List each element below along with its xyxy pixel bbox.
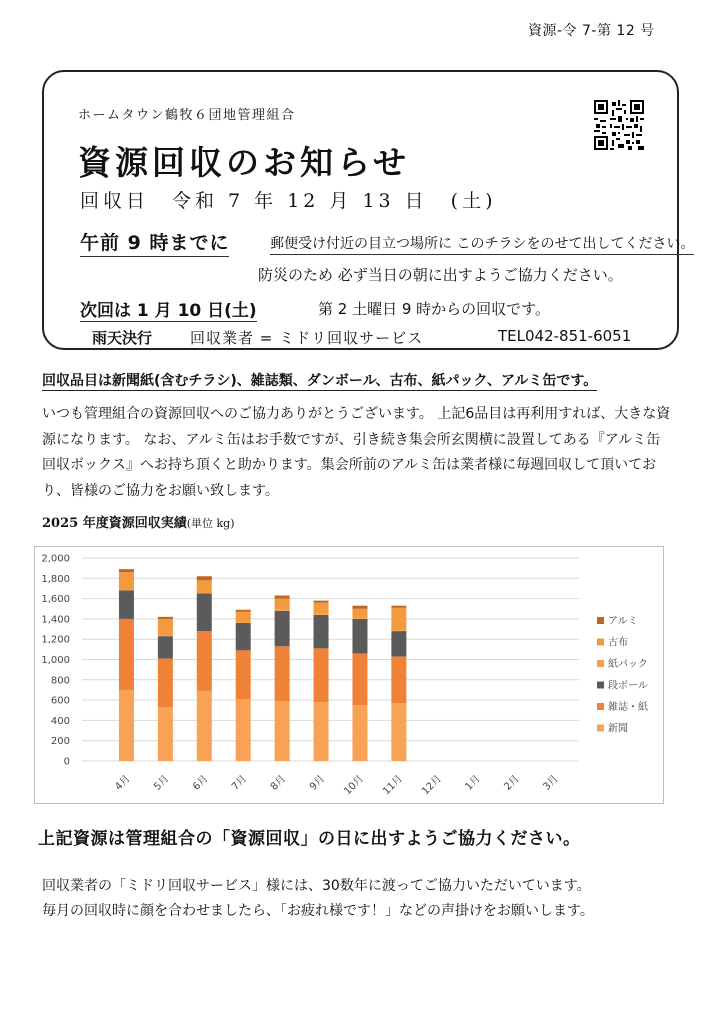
bar-segment: [314, 614, 329, 615]
bar-segment: [391, 631, 406, 656]
y-tick-label: 2,000: [41, 553, 70, 565]
collection-date: 回収日 令和 7 年 12 月 13 日 (土): [80, 190, 497, 212]
bar-segment: [119, 589, 134, 590]
x-tick-label: 9月: [307, 773, 328, 793]
bar-segment: [119, 590, 134, 618]
y-tick-label: 1,800: [41, 573, 70, 585]
bar-segment: [197, 691, 212, 761]
bar-segment: [236, 623, 251, 650]
y-tick-label: 800: [50, 675, 70, 687]
bar-segment: [275, 596, 290, 599]
bar-segment: [275, 646, 290, 701]
bar-segment: [158, 619, 173, 635]
bar-segment: [275, 701, 290, 761]
disaster-notice: 防災のため 必ず当日の朝に出すようご協力ください。: [258, 266, 623, 284]
page-title: 資源回収のお知らせ: [78, 143, 411, 182]
y-tick-label: 400: [50, 715, 70, 727]
x-tick-label: 3月: [541, 773, 561, 793]
bar-segment: [275, 611, 290, 647]
next-collection-description: 第 2 土曜日 9 時からの回収です。: [318, 300, 550, 318]
y-tick-label: 1,600: [41, 594, 70, 606]
collector-phone: TEL042-851-6051: [498, 327, 632, 345]
bar-segment: [158, 707, 173, 761]
bar-segment: [119, 569, 134, 572]
legend-label: 雑誌・紙: [608, 702, 648, 713]
bar-segment: [275, 599, 290, 610]
organization-name: ホームタウン鶴牧６団地管理組合: [78, 108, 296, 123]
x-tick-label: 6月: [191, 773, 211, 793]
bar-segment: [197, 593, 212, 594]
legend-label: 紙パック: [608, 659, 648, 670]
bar-segment: [158, 636, 173, 658]
thanks-line-2: 毎月の回収時に顔を合わせましたら、「お疲れ様です！」などの声掛けをお願いします。: [42, 903, 594, 919]
x-tick-label: 2月: [502, 773, 522, 793]
body-paragraph: いつも管理組合の資源回収へのご協力ありがとうございます。 上記6品目は再利用すれば、大きな資源になります。 なお、アルミ缶はお手数ですが、引き続き集会所玄関横に設置してある『アルミ缶回収ボックス』へお持ち頂くと助かります。集会所前のアルミ缶は業者様に毎週回収して頂いており、皆様のご協力をお願い致します。: [42, 406, 671, 499]
legend-swatch: [597, 660, 604, 667]
x-tick-label: 7月: [229, 773, 250, 793]
bar-segment: [197, 631, 212, 691]
x-tick-label: 11月: [381, 773, 405, 798]
bar-segment: [352, 618, 367, 619]
bar-segment: [391, 656, 406, 703]
bar-segment: [391, 703, 406, 761]
y-tick-label: 1,200: [41, 634, 70, 646]
bar-segment: [236, 699, 251, 761]
bar-segment: [314, 615, 329, 648]
next-collection-date: 次回は 1 月 10 日(土): [80, 296, 257, 322]
bar-segment: [352, 609, 367, 618]
y-tick-label: 600: [50, 695, 70, 707]
bar-segment: [158, 635, 173, 636]
legend-label: 段ボール: [608, 680, 648, 692]
x-tick-label: 1月: [463, 773, 483, 793]
bar-segment: [275, 610, 290, 611]
bar-segment: [314, 648, 329, 702]
deadline-text: 午前 9 時までに: [80, 228, 229, 257]
bar-segment: [391, 630, 406, 631]
y-tick-label: 200: [50, 736, 70, 748]
bar-segment: [314, 702, 329, 761]
bar-segment: [314, 601, 329, 603]
legend-label: 古布: [608, 637, 628, 649]
bar-segment: [119, 572, 134, 589]
legend-swatch: [597, 639, 604, 646]
bar-segment: [119, 619, 134, 690]
recycling-bar-chart: [34, 546, 664, 804]
y-tick-label: 1,000: [41, 655, 70, 666]
collector-name: 回収業者 = ミドリ回収サービス: [190, 329, 424, 347]
legend-swatch: [597, 682, 604, 689]
bar-segment: [314, 603, 329, 614]
qr-code-icon[interactable]: [594, 100, 644, 150]
bar-segment: [158, 658, 173, 707]
legend-label: アルミ: [608, 616, 638, 627]
bar-segment: [158, 617, 173, 619]
document-code: 資源-令 7-第 12 号: [528, 23, 655, 39]
legend-label: 新聞: [608, 723, 628, 735]
bar-segment: [391, 606, 406, 608]
bar-segment: [119, 690, 134, 761]
y-tick-label: 1,400: [41, 614, 70, 626]
chart-unit: (単位 kg): [186, 517, 235, 530]
collection-items: 回収品目は新聞紙(含むチラシ)、雑誌類、ダンボール、古布、紙パック、アルミ缶です。: [42, 370, 597, 391]
bar-segment: [352, 619, 367, 654]
thanks-line-1: 回収業者の「ミドリ回収サービス」様には、30数年に渡ってご協力いただいています。: [42, 878, 591, 894]
bar-segment: [352, 606, 367, 609]
x-tick-label: 8月: [268, 773, 289, 793]
rain-notice: 雨天決行: [92, 329, 153, 347]
bar-segment: [236, 650, 251, 699]
bar-segment: [197, 576, 212, 580]
bar-segment: [391, 608, 406, 630]
bar-segment: [236, 612, 251, 622]
legend-swatch: [597, 703, 604, 710]
bar-segment: [352, 705, 367, 761]
chart-title: [42, 512, 235, 531]
bar-segment: [197, 594, 212, 632]
x-tick-label: 4月: [113, 773, 133, 793]
y-tick-label: 0: [63, 756, 70, 768]
legend-swatch: [597, 617, 604, 624]
request-line: 上記資源は管理組合の「資源回収」の日に出すようご協力ください。: [38, 829, 581, 849]
bar-segment: [197, 580, 212, 592]
bar-segment: [236, 610, 251, 612]
legend-swatch: [597, 725, 604, 732]
bar-segment: [236, 622, 251, 623]
placement-notice: 郵便受け付近の目立つ場所に このチラシをのせて出してください。: [270, 233, 694, 255]
x-tick-label: 10月: [342, 773, 367, 798]
chart-title-text: 2025 年度資源回収実績: [42, 516, 187, 531]
bar-segment: [352, 653, 367, 705]
x-tick-label: 5月: [152, 773, 172, 793]
x-tick-label: 12月: [420, 773, 444, 798]
